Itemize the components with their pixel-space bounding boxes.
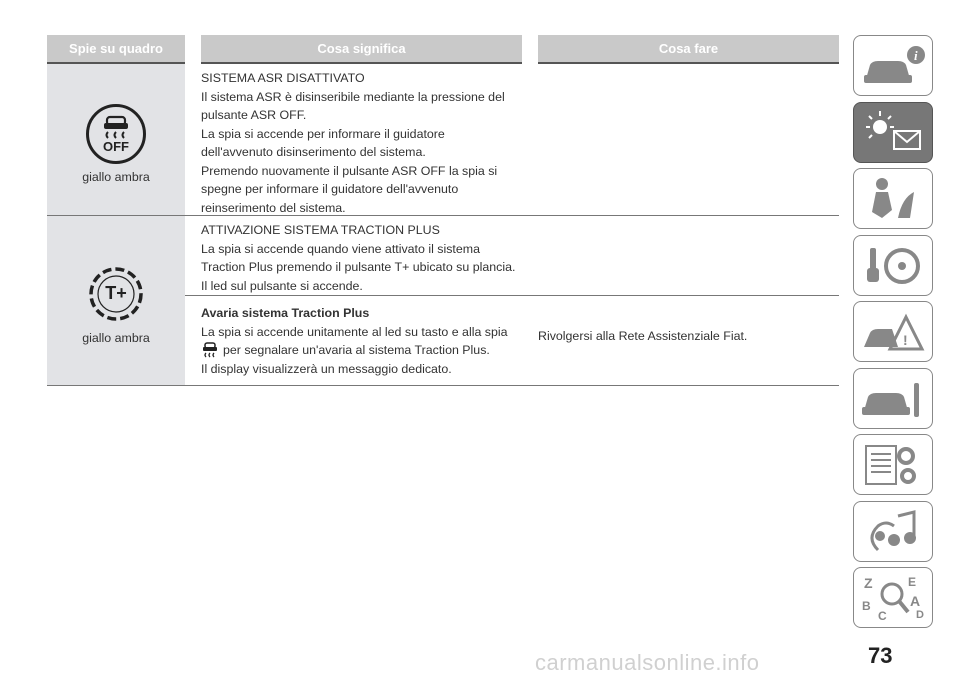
tab-emergency[interactable] <box>853 301 933 362</box>
index-search-icon <box>858 570 928 626</box>
header-meaning: Cosa significa <box>201 35 522 64</box>
safety-seat-icon <box>858 174 928 224</box>
svg-text:!: ! <box>903 331 908 348</box>
svg-text:Z: Z <box>864 574 873 591</box>
tab-multimedia[interactable] <box>853 501 933 562</box>
lamp-color-label: giallo ambra <box>82 169 150 184</box>
lamp-color-label: giallo ambra <box>82 330 150 345</box>
action-cell <box>522 296 839 385</box>
meaning-line: Il display visualizzerà un messaggio dedicato. <box>201 361 452 376</box>
action-cell <box>522 64 839 215</box>
header-action: Cosa fare <box>538 35 839 64</box>
emergency-triangle-icon <box>858 307 928 357</box>
meaning-line: La spia si accende unitamente al led su tasto e alla spia <box>201 324 508 339</box>
asr-off-icon-text: OFF <box>103 138 129 154</box>
header-lamps: Spie su quadro <box>47 35 185 64</box>
warning-lights-table <box>47 35 839 386</box>
meaning-line: reinserimento del sistema. <box>201 200 346 215</box>
svg-text:D: D <box>916 608 924 621</box>
svg-text:i: i <box>914 47 918 63</box>
svg-text:E: E <box>908 574 917 589</box>
meaning-cell <box>185 216 522 295</box>
meaning-line: Il sistema ASR è disinseribile mediante la pressione del <box>201 89 505 104</box>
meaning-cell <box>185 296 522 385</box>
meaning-title: Avaria sistema Traction Plus <box>201 306 370 320</box>
meaning-line: spegne per informare il guidatore dell'avvenuto <box>201 182 459 196</box>
watermark: carmanualsonline.info <box>535 650 760 675</box>
meaning-line: Traction Plus premendo il pulsante T+ ubicato su plancia. <box>201 260 516 274</box>
meaning-line: La spia si accende per informare il guidatore <box>201 126 445 141</box>
svg-text:C: C <box>878 608 887 623</box>
meaning-line: dell'avvenuto disinserimento del sistema. <box>201 145 426 159</box>
action-text: Rivolgersi alla Rete Assistenziale Fiat. <box>538 329 748 344</box>
tab-car-info[interactable] <box>853 35 933 96</box>
lamp-cell <box>47 64 185 215</box>
tab-warning-lights[interactable] <box>853 102 933 163</box>
traction-plus-icon-text: T+ <box>105 282 127 303</box>
car-maintenance-icon <box>858 373 928 423</box>
tab-starting-driving[interactable] <box>853 235 933 296</box>
action-cell <box>522 216 839 295</box>
meaning-line: La spia si accende quando viene attivato il sistema <box>201 241 480 256</box>
traction-plus-icon <box>85 263 147 325</box>
meaning-line: Premendo nuovamente il pulsante ASR OFF la spia si <box>201 163 498 178</box>
steering-key-icon <box>858 240 928 290</box>
meaning-line: Il led sul pulsante si accende. <box>201 278 363 293</box>
tab-technical-data[interactable] <box>853 434 933 495</box>
asr-off-icon <box>86 104 146 164</box>
tab-index[interactable] <box>853 567 933 628</box>
page-number: 73 <box>868 643 893 668</box>
meaning-line: per segnalare un'avaria al sistema Traction Plus. <box>201 341 522 360</box>
asr-lamp-inline-icon <box>201 342 219 358</box>
chapter-tabs <box>853 35 939 634</box>
tab-safety[interactable] <box>853 168 933 229</box>
meaning-cell <box>185 64 522 215</box>
meaning-title: ATTIVAZIONE SISTEMA TRACTION PLUS <box>201 223 440 237</box>
tab-maintenance[interactable] <box>853 368 933 429</box>
multimedia-icon <box>858 506 928 556</box>
table-header <box>47 35 839 64</box>
meaning-title: SISTEMA ASR DISATTIVATO <box>201 71 365 85</box>
svg-text:A: A <box>910 592 921 609</box>
table-row <box>47 64 839 216</box>
table-row <box>47 216 839 386</box>
car-info-icon <box>858 41 928 91</box>
meaning-line: pulsante ASR OFF. <box>201 108 307 122</box>
lamp-cell <box>47 216 185 385</box>
svg-text:B: B <box>862 598 871 613</box>
warning-lights-icon <box>858 107 928 157</box>
technical-data-icon <box>858 440 928 490</box>
